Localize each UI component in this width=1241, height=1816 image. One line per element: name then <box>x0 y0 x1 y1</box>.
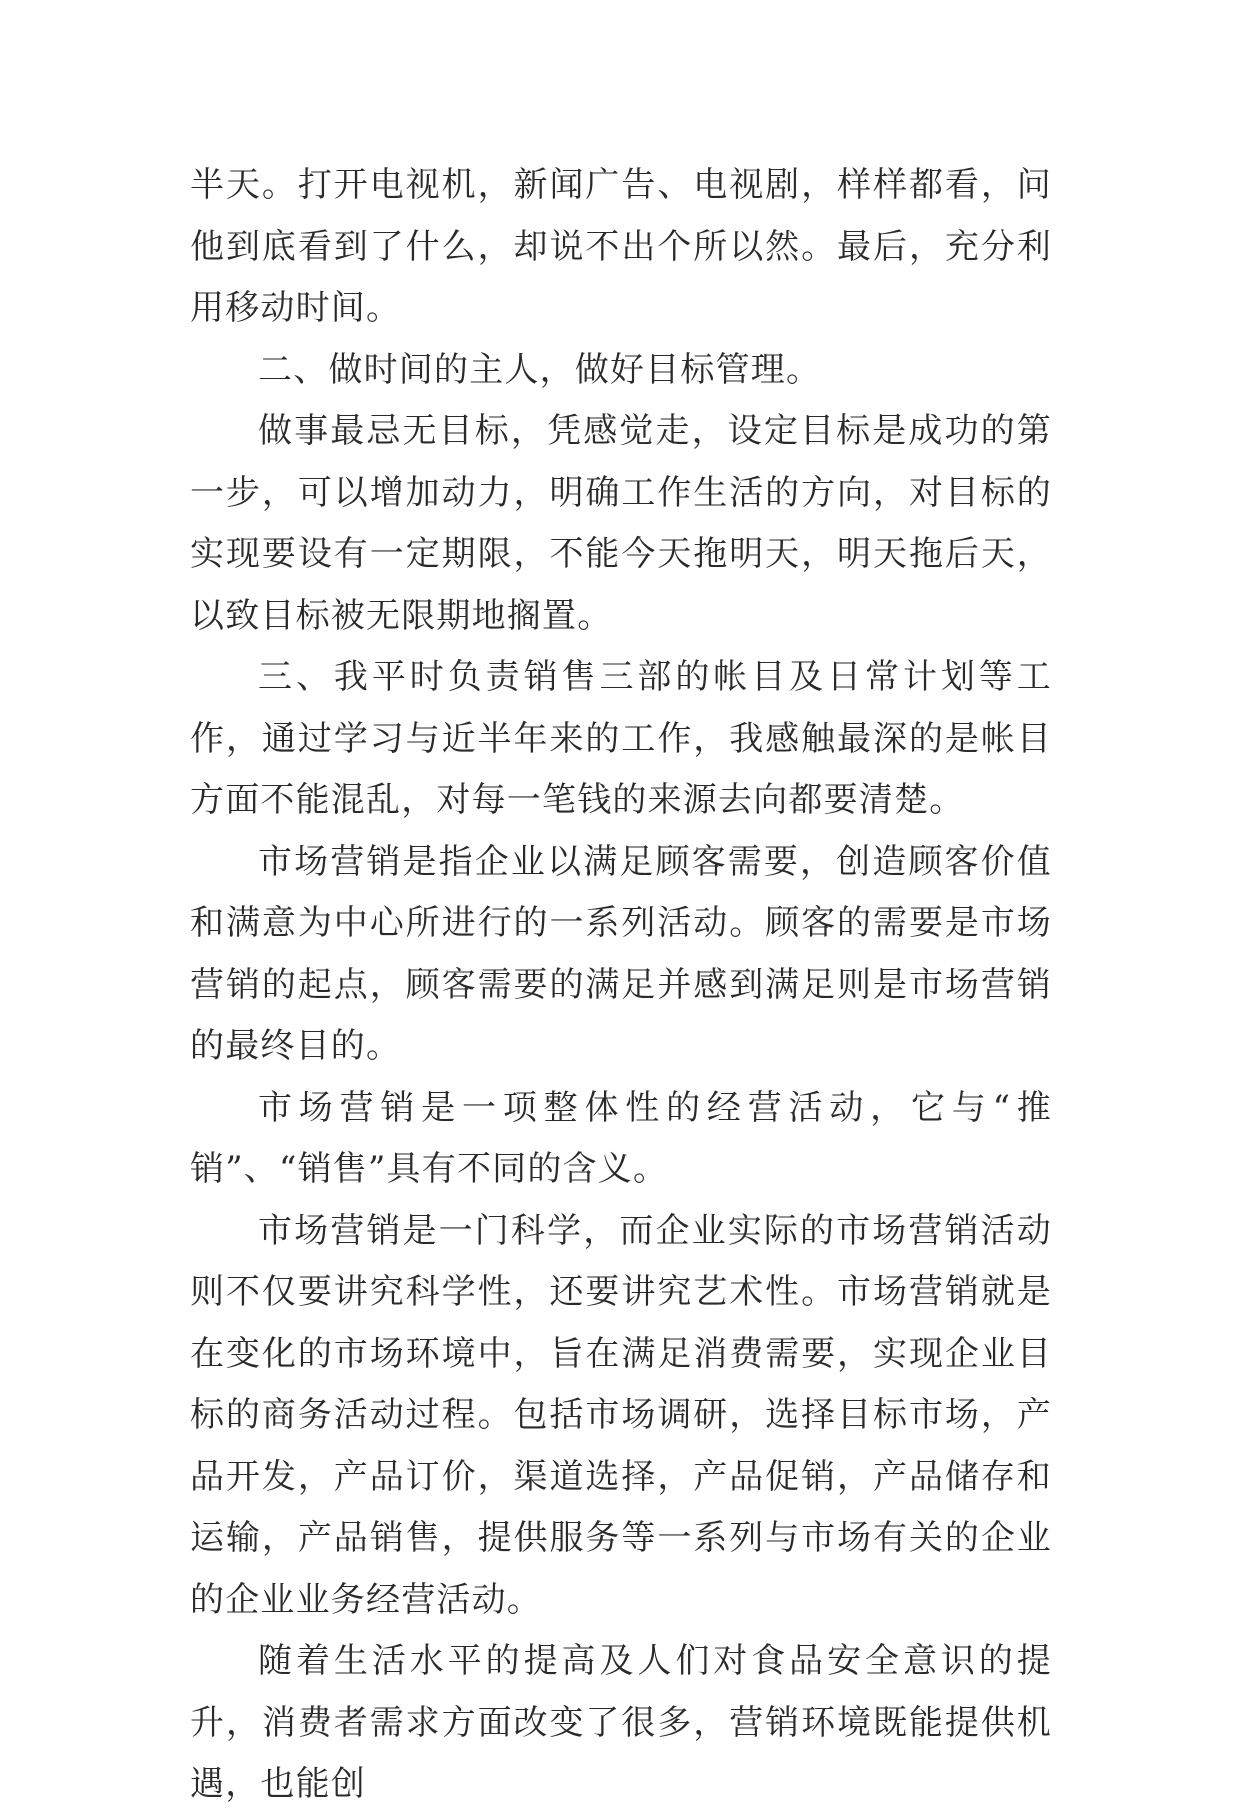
paragraph-continuation: 半天。打开电视机，新闻广告、电视剧，样样都看，问他到底看到了什么，却说不出个所以然。最后，充分利用移动时间。 <box>190 165 1052 328</box>
document-body <box>190 155 1052 1816</box>
paragraph-marketing-definition: 市场营销是指企业以满足顾客需要，创造顾客价值和满意为中心所进行的一系列活动。顾客的需要是市场营销的起点，顾客需要的满足并感到满足则是市场营销的最终目的。 <box>190 841 1052 1066</box>
paragraph-goal-management: 做事最忌无目标，凭感觉走，设定目标是成功的第一步，可以增加动力，明确工作生活的方向，对目标的实现要设有一定期限，不能今天拖明天，明天拖后天，以致目标被无限期地搁置。 <box>190 411 1052 636</box>
paragraph-marketing-overall: 市场营销是一项整体性的经营活动，它与“推销”、“销售”具有不同的含义。 <box>190 1087 1052 1189</box>
paragraph-heading-2: 二、做时间的主人，做好目标管理。 <box>258 349 822 390</box>
paragraph-marketing-science: 市场营销是一门科学，而企业实际的市场营销活动则不仅要讲究科学性，还要讲究艺术性。市场营销就是在变化的市场环境中，旨在满足消费需要，实现企业目标的商务活动过程。包括市场调研，选择目标市场，产品开发，产品订价，渠道选择，产品促销，产品储存和运输，产品销售，提供服务等一系列与市场有关的企业的企业业务经营活动。 <box>190 1210 1052 1620</box>
paragraph-living-standard: 随着生活水平的提高及人们对食品安全意识的提升，消费者需求方面改变了很多，营销环境既能提供机遇，也能创 <box>190 1641 1052 1804</box>
paragraph-heading-3: 三、我平时负责销售三部的帐目及日常计划等工作，通过学习与近半年来的工作，我感触最深的是帐目方面不能混乱，对每一笔钱的来源去向都要清楚。 <box>190 657 1052 820</box>
